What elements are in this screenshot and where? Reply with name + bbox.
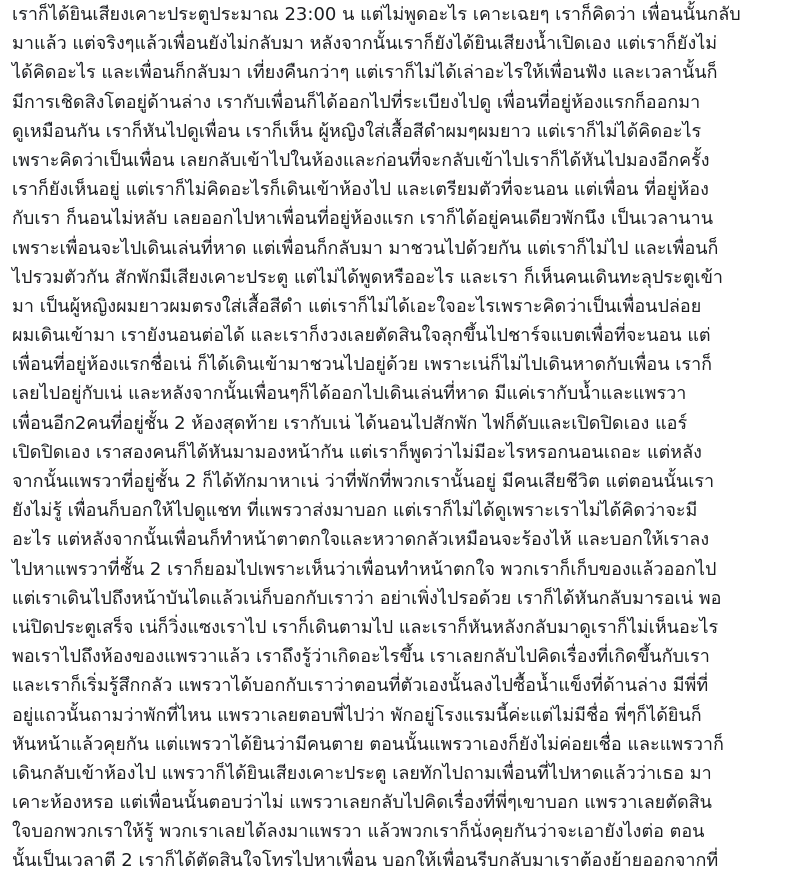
text-line: พอเราไปถึงห้องของแพรวาแล้ว เราถึงรู้ว่าเกิดอะไรขึ้น เราเลยกลับไปคิดเรื่องที่เกิดขึ้นกับเรา — [12, 646, 710, 668]
text-line: ไปหาแพรวาที่ชั้น 2 เราก็ยอมไปเพราะเห็นว่าเพื่อนทำหน้าตกใจ พวกเราก็เก็บของแล้วออกไป — [12, 558, 717, 580]
text-line: เพราะเพื่อนจะไปเดินเล่นที่หาด แต่เพื่อนก็กลับมา มาชวนไปด้วยกัน แต่เราก็ไม่ไป และเพื่อนก็ — [12, 237, 719, 259]
text-line: แต่เราเดินไปถึงหน้าบันไดแล้วเน่ก็บอกกับเราว่า อย่าเพิ่งไปรอด้วย เราก็ได้หันกลับมารอเน่ พอ — [12, 587, 722, 609]
text-line: เคาะห้องหรอ แต่เพื่อนนั้นตอบว่าไม่ แพรวาเลยกลับไปคิดเรื่องที่พี่ๆเขาบอก แพรวาเลยตัดสิน — [12, 792, 712, 814]
text-line: เน่ปิดประตูเสร็จ เน่ก็วิ่งแซงเราไป เราก็เดินตามไป และเราก็หันหลังกลับมาดูเราก็ไม่เห็นอะไร — [12, 616, 719, 638]
text-line: ยังไม่รู้ เพื่อนก็บอกให้ไปดูแชท ที่แพรวาส่งมาบอก แต่เราก็ไม่ได้ดูเพราะเราไม่ได้คิดว่าจะมี — [12, 500, 698, 522]
text-line: กับเรา ก็นอนไม่หลับ เลยออกไปหาเพื่อนที่อยู่ห้องแรก เราก็ได้อยู่คนเดียวพักนึง เป็นเวลานาน — [12, 208, 714, 230]
text-line: เพราะคิดว่าเป็นเพื่อน เลยกลับเข้าไปในห้องและก่อนที่จะกลับเข้าไปเราก็ได้หันไปมองอีกครั้ง — [12, 149, 710, 171]
text-line: อยู่แถวนั้นถามว่าพักที่ไหน แพรวาเลยตอบพี่ไปว่า พักอยู่โรงแรมนี้ค่ะแต่ไม่มีชื่อ พี่ๆก็ได้ยินก็ — [12, 704, 702, 726]
text-line: เดินกลับเข้าห้องไป แพรวาก็ได้ยินเสียงเคาะประตู เลยทักไปถามเพื่อนที่ไปหาดแล้วว่าเธอ มา — [12, 762, 712, 784]
text-line: เลยไปอยู่กับเน่ และหลังจากนั้นเพื่อนๆก็ได้ออกไปเดินเล่นที่หาด มีแค่เรากับน้ำและแพรวา — [12, 383, 687, 405]
text-line: ได้คิดอะไร และเพื่อนก็กลับมา เที่ยงคืนกว่าๆ แต่เราก็ไม่ได้เล่าอะไรให้เพื่อนฟัง และเวลานั้นก็ — [12, 62, 718, 84]
text-line: เพื่อนที่อยู่ห้องแรกชื่อเน่ ก็ได้เดินเข้ามาชวนไปอยู่ด้วย เพราะเน่ก็ไม่ไปเดินหาดกับเพื่อน เราก็ — [12, 354, 713, 376]
text-line: เพื่อนอีก2คนที่อยู่ชั้น 2 ห้องสุดท้าย เรากับเน่ ได้นอนไปสักพัก ไฟก็ดับและเปิดปิดเอง แอร์ — [12, 412, 688, 434]
text-line: อะไร แต่หลังจากนั้นเพื่อนก็ทำหน้าตาตกใจและหวาดกลัวเหมือนจะร้องไห้ และบอกให้เราลง — [12, 529, 710, 551]
text-line: จากนั้นแพรวาที่อยู่ชั้น 2 ก็ได้ทักมาหาเน่ ว่าที่พักที่พวกเรานั้นอยู่ มีคนเสียชีวิต แต่ตอนนั้นเรา — [12, 471, 715, 492]
text-line: ไปรวมตัวกัน สักพักมีเสียงเคาะประตู แต่ไม่ได้พูดหรืออะไร และเรา ก็เห็นคนเดินทะลุประตูเข้า — [12, 266, 723, 288]
text-line: เราก็ยังเห็นอยู่ แต่เราก็ไม่คิดอะไรก็เดินเข้าห้องไป และเตรียมตัวที่จะนอน แต่เพื่อน ที่อยู่ห้อง — [12, 179, 709, 201]
text-line: หันหน้าแล้วคุยกัน แต่แพรวาได้ยินว่ามีคนตาย ตอนนั้นแพรวาเองก็ยังไม่ค่อยเชื่อ และแพรวาก็ — [12, 733, 724, 755]
text-line: มาแล้ว แต่จริงๆแล้วเพื่อนยังไม่กลับมา หลังจากนั้นเราก็ยังได้ยินเสียงน้ำเปิดเอง แต่เราก็ยังไม่ — [12, 33, 718, 55]
text-line: นั้นเป็นเวลาตี 2 เราก็ได้ตัดสินใจโทรไปหาเพื่อน บอกให้เพื่อนรีบกลับมาเราต้องย้ายออกจากที่ — [12, 850, 719, 872]
text-line: ดูเหมือนกัน เราก็หันไปดูเพื่อน เราก็เห็น ผู้หญิงใส่เสื้อสีดำผมๆผมยาว แต่เราก็ไม่ได้คิดอะไร — [12, 120, 702, 142]
text-line: และเราก็เริ่มรู้สึกกลัว แพรวาได้บอกกับเราว่าตอนที่ตัวเองนั้นลงไปซื้อน้ำแข็งที่ด้านล่าง มีพี่ที่ — [12, 675, 709, 697]
text-line: มา เป็นผู้หญิงผมยาวผมตรงใส่เสื้อสีดำ แต่เราก็ไม่ได้เอะใจอะไรเพราะคิดว่าเป็นเพื่อนปล่อย — [12, 295, 702, 317]
text-line: มีการเชิดสิงโตอยู่ด้านล่าง เรากับเพื่อนก็ได้ออกไปที่ระเบียงไปดู เพื่อนที่อยู่ห้องแรกก็ออกมา — [12, 91, 701, 113]
text-line: เปิดปิดเอง เราสองคนก็ได้หันมามองหน้ากัน แต่เราก็พูดว่าไม่มีอะไรหรอกนอนเถอะ แต่หลัง — [12, 441, 702, 463]
text-line: ใจบอกพวกเราให้รู้ พวกเราเลยได้ลงมาแพรวา แล้วพวกเราก็นั่งคุยกันว่าจะเอายังไงต่อ ตอน — [12, 821, 705, 843]
text-line: ผมเดินเข้ามา เรายังนอนต่อได้ และเราก็งวงเลยตัดสินใจลุกขึ้นไปชาร์จแบตเพื่อที่จะนอน แต่ — [12, 325, 711, 347]
text-line: เราก็ได้ยินเสียงเคาะประตูประมาณ 23:00 น แต่ไม่พูดอะไร เคาะเฉยๆ เราก็คิดว่า เพื่อนนั้นกลับ — [12, 4, 741, 25]
post-body — [12, 0, 794, 872]
